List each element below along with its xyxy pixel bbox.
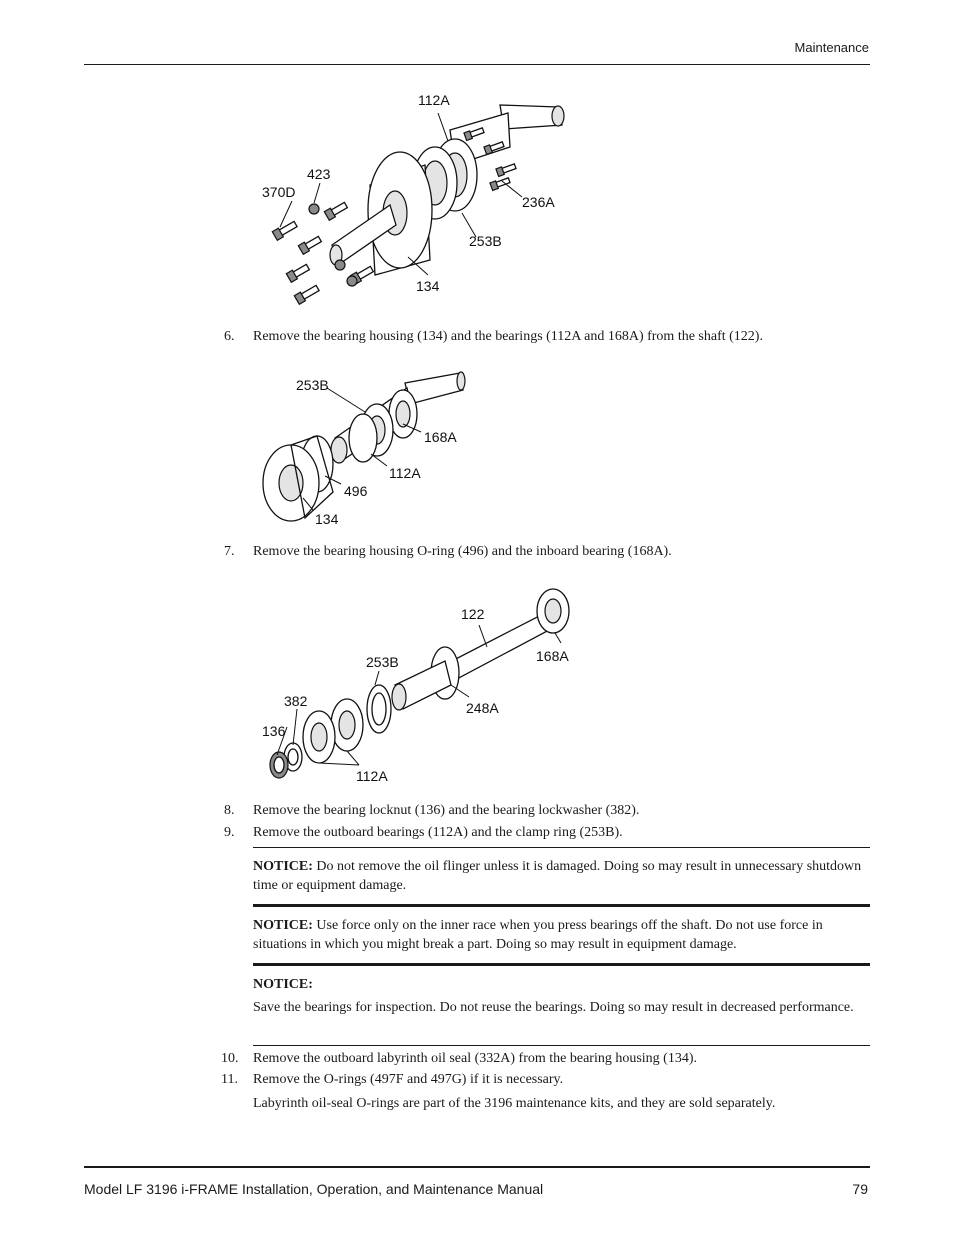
callout-label: 134	[416, 278, 440, 294]
header-rule	[84, 64, 870, 65]
callout-label: 168A	[536, 648, 569, 664]
step-text: Remove the outboard bearings (112A) and the clamp ring (253B).	[253, 825, 623, 840]
step-number: 6.	[224, 329, 235, 344]
callout-label: 122	[461, 606, 485, 622]
figure-housing-removal	[255, 368, 475, 533]
callout-label: 253B	[366, 654, 399, 670]
step-number: 10.	[221, 1051, 239, 1066]
housing-drawing	[330, 152, 432, 275]
footer-title: Model LF 3196 i-FRAME Installation, Operation, and Maintenance Manual	[84, 1181, 544, 1197]
figure-bearing-housing-exploded	[250, 85, 590, 310]
notice-label: NOTICE:	[253, 859, 313, 874]
step-number: 7.	[224, 544, 235, 559]
step-text: Remove the outboard labyrinth oil seal (332A) from the bearing housing (134).	[253, 1051, 698, 1066]
step-number: 11.	[221, 1072, 238, 1087]
step-note: Labyrinth oil-seal O-rings are part of the 3196 maintenance kits, and they are sold separately.	[253, 1096, 776, 1111]
callout-label: 253B	[296, 377, 329, 393]
step-text: Remove the bearing locknut (136) and the bearing lockwasher (382).	[253, 803, 640, 818]
callout-label: 168A	[424, 429, 457, 445]
notice-text: Do not remove the oil flinger unless it is damaged. Doing so may result in unnecessary shutdown time or equipment damage.	[253, 859, 862, 893]
notice-label: NOTICE:	[253, 918, 313, 933]
step-number: 8.	[224, 803, 235, 818]
callout-label: 248A	[466, 700, 499, 716]
callout-label: 423	[307, 166, 331, 182]
step-text: Remove the O-rings (497F and 497G) if it is necessary.	[253, 1072, 564, 1087]
page-number: 79	[852, 1181, 868, 1197]
callout-label: 236A	[522, 194, 555, 210]
notice-bottom-rule	[253, 963, 870, 966]
callout-label: 136	[262, 723, 286, 739]
shaft-drawing	[392, 613, 551, 710]
step-text: Remove the bearing housing (134) and the bearings (112A and 168A) from the shaft (122).	[253, 329, 763, 344]
notice-text: Save the bearings for inspection. Do not reuse the bearings. Doing so may result in decreased performance.	[253, 1000, 854, 1015]
callout-label: 112A	[389, 465, 421, 481]
notice-bottom-rule	[253, 1045, 870, 1046]
callout-label: 253B	[469, 233, 502, 249]
notice-text: Use force only on the inner race when you press bearings off the shaft. Do not use force in situations in which you might break a part. Doing so may result in equipment damage.	[253, 918, 823, 952]
notice-bottom-rule	[253, 904, 870, 907]
callout-label: 112A	[418, 92, 450, 108]
housing-drawing	[263, 436, 333, 521]
callout-label: 370D	[262, 184, 296, 200]
callout-label: 112A	[356, 768, 388, 784]
figure-shaft-bearings-exploded	[255, 585, 585, 785]
notice-block	[253, 975, 865, 1017]
callout-label: 496	[344, 483, 368, 499]
notice-block	[253, 857, 865, 895]
notice-label: NOTICE:	[253, 977, 313, 992]
running-header: Maintenance	[794, 40, 869, 55]
notice-block	[253, 916, 865, 954]
step-text: Remove the bearing housing O-ring (496) and the inboard bearing (168A).	[253, 544, 672, 559]
footer-rule	[84, 1166, 870, 1168]
step-number: 9.	[224, 825, 235, 840]
callout-label: 134	[315, 511, 339, 527]
notice-top-rule	[253, 847, 870, 848]
callout-label: 382	[284, 693, 308, 709]
